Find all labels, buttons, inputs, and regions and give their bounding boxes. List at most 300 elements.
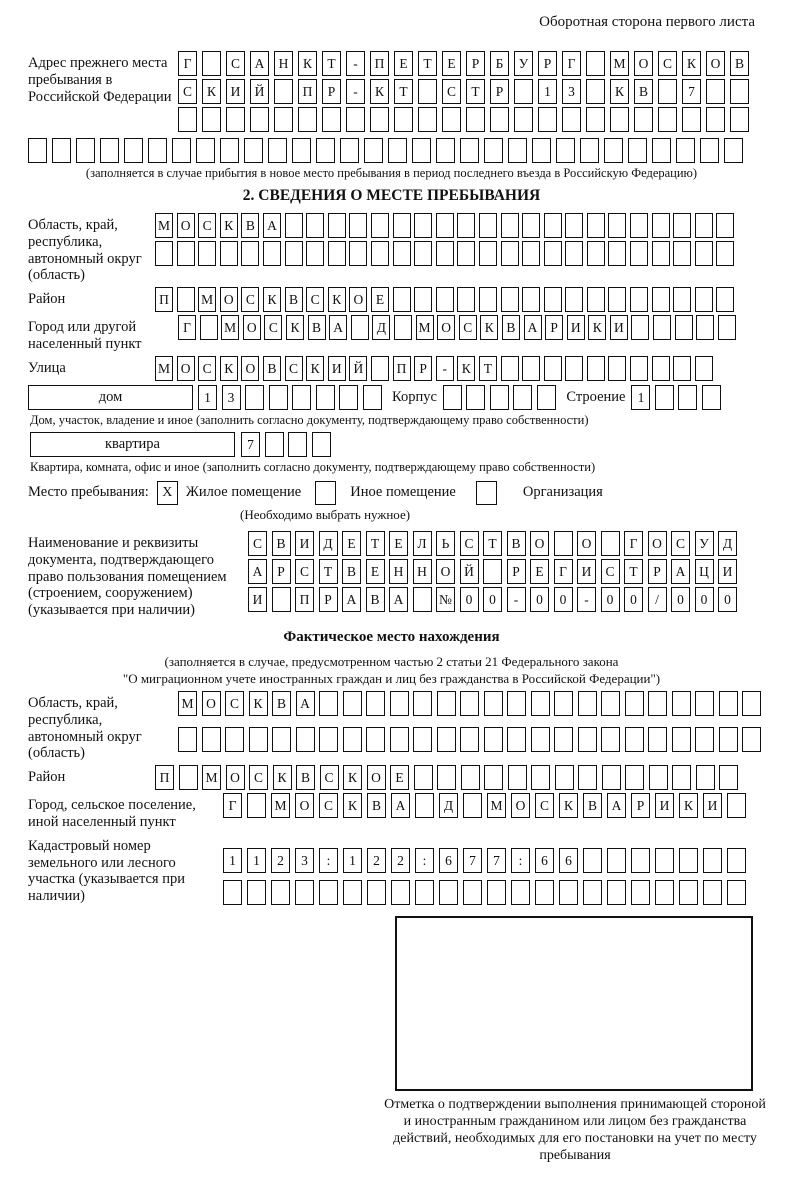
char-cell	[559, 880, 578, 905]
char-cell	[501, 241, 519, 266]
char-cell: П	[155, 765, 174, 790]
char-cell	[672, 727, 691, 752]
char-cell	[296, 727, 315, 752]
city-label: Город или другой населенный пункт	[28, 319, 142, 353]
char-cell	[343, 880, 362, 905]
char-cell: -	[507, 587, 526, 612]
char-cell: Й	[349, 356, 367, 381]
char-cell	[586, 51, 605, 76]
char-cell	[719, 765, 738, 790]
district-block	[28, 287, 755, 312]
char-cell: В	[263, 356, 281, 381]
char-cell: К	[480, 315, 498, 340]
char-cell	[349, 241, 367, 266]
char-cell	[522, 287, 540, 312]
char-cell: В	[296, 765, 315, 790]
char-cell: С	[601, 559, 620, 584]
char-cell: Р	[648, 559, 667, 584]
char-cell	[554, 531, 573, 556]
char-cell: Е	[442, 51, 461, 76]
char-cell	[202, 727, 221, 752]
char-cell: В	[272, 531, 291, 556]
prev-address-block	[28, 51, 755, 135]
char-cell	[490, 107, 509, 132]
char-cell: С	[459, 315, 477, 340]
char-cell: М	[610, 51, 629, 76]
char-cell	[702, 385, 721, 410]
char-cell: Р	[414, 356, 432, 381]
char-cell	[700, 138, 719, 163]
char-cell	[269, 385, 288, 410]
char-cell: М	[202, 765, 221, 790]
char-cell: Ь	[436, 531, 455, 556]
char-cell: Б	[490, 51, 509, 76]
char-cell	[625, 691, 644, 716]
char-cell	[716, 287, 734, 312]
char-cell: Р	[490, 79, 509, 104]
char-cell: 7	[682, 79, 701, 104]
char-cell	[653, 315, 671, 340]
char-cell: В	[502, 315, 520, 340]
char-cell: -	[436, 356, 454, 381]
char-cell: О	[530, 531, 549, 556]
char-cell	[241, 241, 259, 266]
char-cell	[351, 315, 369, 340]
char-cell: Д	[439, 793, 458, 818]
char-cell: Г	[562, 51, 581, 76]
char-cell: В	[342, 559, 361, 584]
char-cell	[565, 241, 583, 266]
char-cell: А	[329, 315, 347, 340]
char-cell	[285, 213, 303, 238]
char-cell	[658, 107, 677, 132]
char-cell: 0	[554, 587, 573, 612]
char-cell: У	[695, 531, 714, 556]
char-cell: В	[634, 79, 653, 104]
char-cell: 0	[718, 587, 737, 612]
char-cell	[343, 727, 362, 752]
char-cell: А	[607, 793, 626, 818]
char-cell	[412, 138, 431, 163]
char-cell	[676, 138, 695, 163]
stroenie-cells	[631, 385, 725, 410]
char-cell	[200, 315, 218, 340]
char-cell	[679, 880, 698, 905]
char-cell	[538, 107, 557, 132]
char-cell: О	[202, 691, 221, 716]
char-cell	[367, 880, 386, 905]
char-cell: 1	[223, 848, 242, 873]
char-cell	[673, 213, 691, 238]
char-cell	[172, 138, 191, 163]
char-cell	[630, 213, 648, 238]
char-cell: И	[226, 79, 245, 104]
char-cell	[413, 691, 432, 716]
char-cell: С	[460, 531, 479, 556]
char-cell	[565, 356, 583, 381]
char-cell: И	[718, 559, 737, 584]
char-cell	[652, 138, 671, 163]
char-cell: О	[436, 559, 455, 584]
char-cell	[601, 727, 620, 752]
actual-location-caption1: (заполняется в случае, предусмотренном частью 2 статьи 21 Федерального закона	[164, 653, 619, 669]
document-block	[28, 531, 755, 619]
char-cell	[724, 138, 743, 163]
char-cell	[695, 287, 713, 312]
char-cell	[340, 138, 359, 163]
prev-address-row2	[178, 79, 754, 104]
char-cell	[484, 691, 503, 716]
char-cell: Р	[466, 51, 485, 76]
char-cell: П	[298, 79, 317, 104]
char-cell: 1	[538, 79, 557, 104]
char-cell	[274, 107, 293, 132]
char-cell	[268, 138, 287, 163]
char-cell: И	[655, 793, 674, 818]
char-cell: В	[308, 315, 326, 340]
char-cell	[292, 385, 311, 410]
char-cell: К	[343, 793, 362, 818]
char-cell: Н	[413, 559, 432, 584]
char-cell	[555, 765, 574, 790]
char-cell	[202, 107, 221, 132]
char-cell	[479, 287, 497, 312]
char-cell	[631, 848, 650, 873]
char-cell	[271, 880, 290, 905]
char-cell: О	[634, 51, 653, 76]
char-cell	[413, 727, 432, 752]
char-cell	[562, 107, 581, 132]
char-cell	[578, 765, 597, 790]
char-cell: О	[177, 356, 195, 381]
prev-address-caption: (заполняется в случае прибытия в новое место пребывания в период последнего въезда в Российскую Федерацию)	[85, 166, 698, 180]
char-cell	[511, 880, 530, 905]
char-cell: О	[648, 531, 667, 556]
char-cell	[703, 848, 722, 873]
char-cell	[393, 287, 411, 312]
char-cell: С	[658, 51, 677, 76]
char-cell	[437, 765, 456, 790]
char-cell	[436, 287, 454, 312]
char-cell: Г	[554, 559, 573, 584]
char-cell: К	[682, 51, 701, 76]
char-cell: Г	[178, 315, 196, 340]
char-cell	[479, 213, 497, 238]
char-cell	[652, 241, 670, 266]
char-cell: В	[367, 793, 386, 818]
document-label: Наименование и реквизиты документа, подтверждающего право пользования помещением (строением, сооружением) (указывается при наличии)	[28, 534, 227, 619]
char-cell	[501, 356, 519, 381]
char-cell: Н	[274, 51, 293, 76]
char-cell: К	[202, 79, 221, 104]
char-cell	[250, 107, 269, 132]
char-cell: С	[249, 765, 268, 790]
char-cell	[679, 848, 698, 873]
char-cell	[413, 587, 432, 612]
char-cell: И	[248, 587, 267, 612]
char-cell	[436, 138, 455, 163]
char-cell	[298, 107, 317, 132]
char-cell	[544, 287, 562, 312]
char-cell	[226, 107, 245, 132]
char-cell	[672, 691, 691, 716]
char-cell	[463, 793, 482, 818]
city-row	[178, 315, 739, 340]
char-cell: Р	[631, 793, 650, 818]
char-cell	[630, 287, 648, 312]
char-cell: Р	[545, 315, 563, 340]
char-cell: 2	[391, 848, 410, 873]
char-cell	[578, 691, 597, 716]
char-cell: Р	[322, 79, 341, 104]
char-cell	[245, 385, 264, 410]
char-cell: С	[248, 531, 267, 556]
char-cell: А	[671, 559, 690, 584]
char-cell	[394, 315, 412, 340]
char-cell	[696, 765, 715, 790]
char-cell	[178, 107, 197, 132]
char-cell: К	[273, 765, 292, 790]
char-cell: С	[285, 356, 303, 381]
char-cell	[490, 385, 509, 410]
district2-row	[155, 765, 743, 790]
option-inoe-label: Иное помещение	[350, 484, 456, 501]
char-cell: Е	[394, 51, 413, 76]
char-cell: 1	[343, 848, 362, 873]
char-cell	[177, 241, 195, 266]
option-zhiloe-label: Жилое помещение	[185, 484, 302, 501]
char-cell: В	[507, 531, 526, 556]
char-cell	[349, 213, 367, 238]
char-cell: 0	[483, 587, 502, 612]
char-cell: 1	[247, 848, 266, 873]
cadastral-label: Кадастровый номер земельного или лесного участка (указывается при наличии)	[28, 837, 185, 905]
char-cell	[437, 727, 456, 752]
char-cell	[631, 880, 650, 905]
char-cell	[288, 432, 307, 457]
prev-address-label: Адрес прежнего места пребывания в Российской Федерации	[28, 55, 172, 105]
char-cell	[343, 691, 362, 716]
char-cell: К	[559, 793, 578, 818]
char-cell: 0	[695, 587, 714, 612]
stroenie-label: Строение	[566, 388, 626, 405]
cadastral-row1	[223, 848, 751, 873]
char-cell	[100, 138, 119, 163]
char-cell	[371, 356, 389, 381]
char-cell	[76, 138, 95, 163]
char-cell	[608, 287, 626, 312]
char-cell	[682, 107, 701, 132]
char-cell	[394, 107, 413, 132]
char-cell	[220, 241, 238, 266]
char-cell	[658, 79, 677, 104]
char-cell	[364, 138, 383, 163]
char-cell: Р	[538, 51, 557, 76]
char-cell: П	[393, 356, 411, 381]
cadastral-row2	[223, 880, 751, 905]
char-cell	[507, 691, 526, 716]
char-cell: С	[178, 79, 197, 104]
char-cell: С	[319, 793, 338, 818]
char-cell	[587, 287, 605, 312]
char-cell	[390, 727, 409, 752]
char-cell	[179, 765, 198, 790]
char-cell	[366, 727, 385, 752]
char-cell	[730, 107, 749, 132]
char-cell	[535, 880, 554, 905]
char-cell: С	[225, 691, 244, 716]
checkbox-zhiloe[interactable]: X	[157, 481, 178, 505]
char-cell: С	[198, 356, 216, 381]
char-cell	[727, 880, 746, 905]
char-cell: 2	[271, 848, 290, 873]
char-cell	[565, 213, 583, 238]
char-cell	[522, 241, 540, 266]
char-cell: 3	[222, 385, 241, 410]
char-cell	[652, 213, 670, 238]
char-cell	[673, 241, 691, 266]
char-cell: К	[263, 287, 281, 312]
char-cell: В	[366, 587, 385, 612]
char-cell	[328, 213, 346, 238]
char-cell	[655, 385, 674, 410]
district-label: Район	[28, 291, 66, 308]
char-cell: О	[577, 531, 596, 556]
char-cell: К	[610, 79, 629, 104]
char-cell	[672, 765, 691, 790]
char-cell: К	[286, 315, 304, 340]
char-cell	[531, 691, 550, 716]
char-cell	[437, 691, 456, 716]
char-cell: Т	[466, 79, 485, 104]
char-cell	[673, 356, 691, 381]
char-cell	[531, 765, 550, 790]
char-cell	[370, 107, 389, 132]
char-cell	[223, 880, 242, 905]
char-cell: М	[155, 213, 173, 238]
char-cell: Е	[390, 765, 409, 790]
char-cell	[695, 727, 714, 752]
char-cell	[628, 138, 647, 163]
char-cell	[388, 138, 407, 163]
actual-location-title: Фактическое место нахождения	[283, 628, 500, 645]
char-cell	[696, 315, 714, 340]
char-cell	[532, 138, 551, 163]
char-cell	[460, 138, 479, 163]
char-cell	[556, 138, 575, 163]
char-cell	[625, 765, 644, 790]
char-cell	[457, 241, 475, 266]
char-cell: К	[249, 691, 268, 716]
char-cell: О	[437, 315, 455, 340]
char-cell: А	[248, 559, 267, 584]
char-cell	[198, 241, 216, 266]
char-cell	[565, 287, 583, 312]
char-cell: 7	[487, 848, 506, 873]
city2-block	[28, 793, 755, 831]
char-cell	[610, 107, 629, 132]
char-cell	[177, 287, 195, 312]
char-cell	[436, 213, 454, 238]
char-cell	[249, 727, 268, 752]
char-cell	[52, 138, 71, 163]
char-cell: 0	[624, 587, 643, 612]
char-cell	[196, 138, 215, 163]
checkbox-inoe[interactable]	[315, 481, 336, 505]
prev-address-row3	[178, 107, 754, 132]
char-cell	[484, 765, 503, 790]
char-cell	[607, 880, 626, 905]
char-cell: 2	[367, 848, 386, 873]
char-cell	[718, 315, 736, 340]
char-cell: 0	[601, 587, 620, 612]
stamp-box	[395, 916, 753, 1091]
street-block	[28, 356, 755, 381]
char-cell: Д	[372, 315, 390, 340]
apartment-cells	[241, 432, 335, 457]
char-cell	[244, 138, 263, 163]
region-block	[28, 213, 755, 284]
char-cell: С	[306, 287, 324, 312]
char-cell	[648, 691, 667, 716]
char-cell: Р	[319, 587, 338, 612]
char-cell: М	[271, 793, 290, 818]
region2-row1	[178, 691, 766, 716]
char-cell	[247, 793, 266, 818]
char-cell: С	[671, 531, 690, 556]
char-cell	[178, 727, 197, 752]
char-cell	[418, 79, 437, 104]
char-cell	[312, 432, 331, 457]
char-cell	[306, 213, 324, 238]
region2-row2	[178, 727, 766, 752]
char-cell: И	[577, 559, 596, 584]
city-block	[28, 315, 755, 353]
char-cell: К	[328, 287, 346, 312]
cadastral-block	[28, 834, 755, 908]
char-cell	[415, 880, 434, 905]
char-cell	[652, 287, 670, 312]
char-cell: К	[306, 356, 324, 381]
char-cell	[631, 315, 649, 340]
district-row	[155, 287, 738, 312]
char-cell: К	[220, 356, 238, 381]
korpus-cells	[443, 385, 561, 410]
char-cell: О	[177, 213, 195, 238]
char-cell	[220, 138, 239, 163]
char-cell	[414, 287, 432, 312]
section2-title: 2. СВЕДЕНИЯ О МЕСТЕ ПРЕБЫВАНИЯ	[242, 187, 541, 204]
char-cell	[522, 213, 540, 238]
char-cell: Г	[624, 531, 643, 556]
place-type-label: Место пребывания:	[28, 484, 149, 501]
char-cell: С	[241, 287, 259, 312]
region-row1	[155, 213, 738, 238]
char-cell	[390, 691, 409, 716]
char-cell	[514, 79, 533, 104]
char-cell	[484, 727, 503, 752]
char-cell: 3	[562, 79, 581, 104]
char-cell: 6	[535, 848, 554, 873]
char-cell	[630, 356, 648, 381]
char-cell	[501, 287, 519, 312]
char-cell: 0	[671, 587, 690, 612]
char-cell: И	[328, 356, 346, 381]
char-cell	[727, 793, 746, 818]
checkbox-org[interactable]	[476, 481, 497, 505]
char-cell	[225, 727, 244, 752]
char-cell: 0	[460, 587, 479, 612]
